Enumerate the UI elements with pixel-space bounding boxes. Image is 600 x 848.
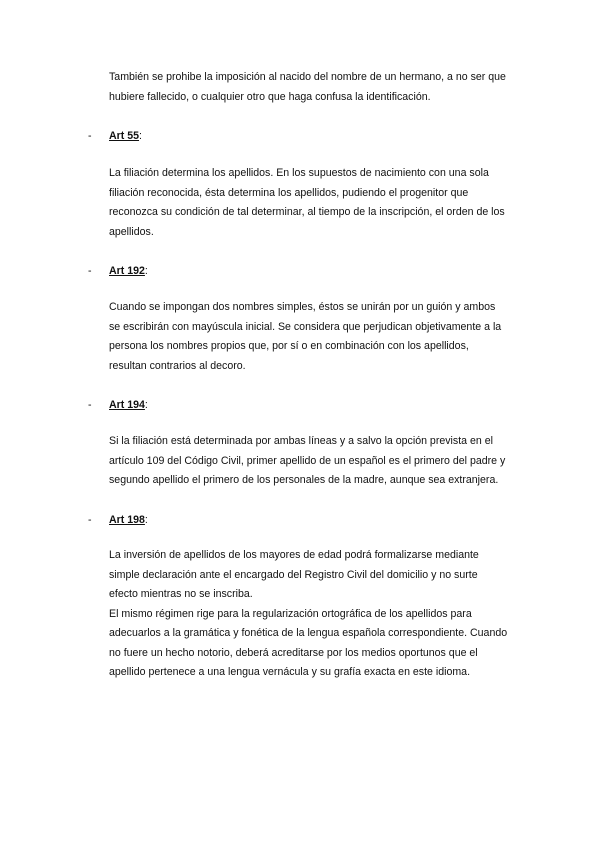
article-194-paragraph [109,432,529,491]
article-heading-55 [88,129,142,143]
paragraph-line: simple declaración ante el encargado del Registro Civil del domicilio y no surte [109,568,478,581]
article-suffix: : [144,265,148,277]
paragraph-line: reconozca su condición de tal determinar, al tiempo de la inscripción, el orden de los [109,206,505,218]
paragraph-line: La filiación determina los apellidos. En los supuestos de nacimiento con una sola [109,167,489,179]
paragraph-line: apellido pertenece a una lengua vernácula y su grafía exacta en este idioma. [109,666,471,678]
paragraph-line: filiación reconocida, ésta determina los apellidos, pudiendo el progenitor que [109,186,469,199]
article-title: Art 198 [109,514,145,526]
paragraph-line: El mismo régimen rige para la regularización ortográfica de los apellidos para [109,607,472,620]
paragraph-line: apellidos. [109,225,154,238]
list-dash: - [88,130,92,142]
paragraph-line: También se prohibe la imposición al nacido del nombre de un hermano, a no ser que [109,71,506,83]
paragraph-line: resultan contrarios al decoro. [109,359,246,372]
paragraph-line: se escribirán con mayúscula inicial. Se considera que perjudican objetivamente a la [109,320,502,333]
intro-paragraph [109,68,529,107]
paragraph-line: hubiere fallecido, o cualquier otro que haga confusa la identificación. [109,90,431,103]
article-heading-192 [88,264,148,278]
article-heading-194 [88,398,148,412]
article-title: Art 192 [109,265,145,277]
list-dash: - [88,399,92,411]
paragraph-line: adecuarlos a la gramática y fonética de la lengua española correspondiente. Cuando [109,627,508,639]
paragraph-line: segundo apellido el primero de los personales de la madre, aunque sea extranjera. [109,474,499,486]
article-suffix: : [144,514,148,526]
paragraph-line: efecto mientras no se inscriba. [109,588,253,600]
list-dash: - [88,514,92,526]
article-heading-198 [88,513,148,527]
list-dash: - [88,265,92,277]
paragraph-line: Cuando se impongan dos nombres simples, éstos se unirán por un guión y ambos [109,301,496,313]
article-title: Art 55 [109,130,140,142]
paragraph-line: persona los nombres propios que, por sí o en combinación con los apellidos, [109,340,469,352]
article-title: Art 194 [109,399,145,411]
article-suffix: : [144,399,148,411]
article-suffix: : [139,130,142,142]
paragraph-line: Si la filiación está determinada por ambas líneas y a salvo la opción prevista en el [109,435,493,447]
article-198-paragraph [109,546,529,683]
paragraph-line: La inversión de apellidos de los mayores de edad podrá formalizarse mediante [109,549,479,561]
article-192-paragraph [109,298,529,376]
paragraph-line: artículo 109 del Código Civil, primer apellido de un español es el primero del padre y [109,454,506,467]
article-55-paragraph [109,164,529,242]
paragraph-line: no fuere un hecho notorio, deberá acreditarse por los medios oportunos que el [109,646,478,659]
